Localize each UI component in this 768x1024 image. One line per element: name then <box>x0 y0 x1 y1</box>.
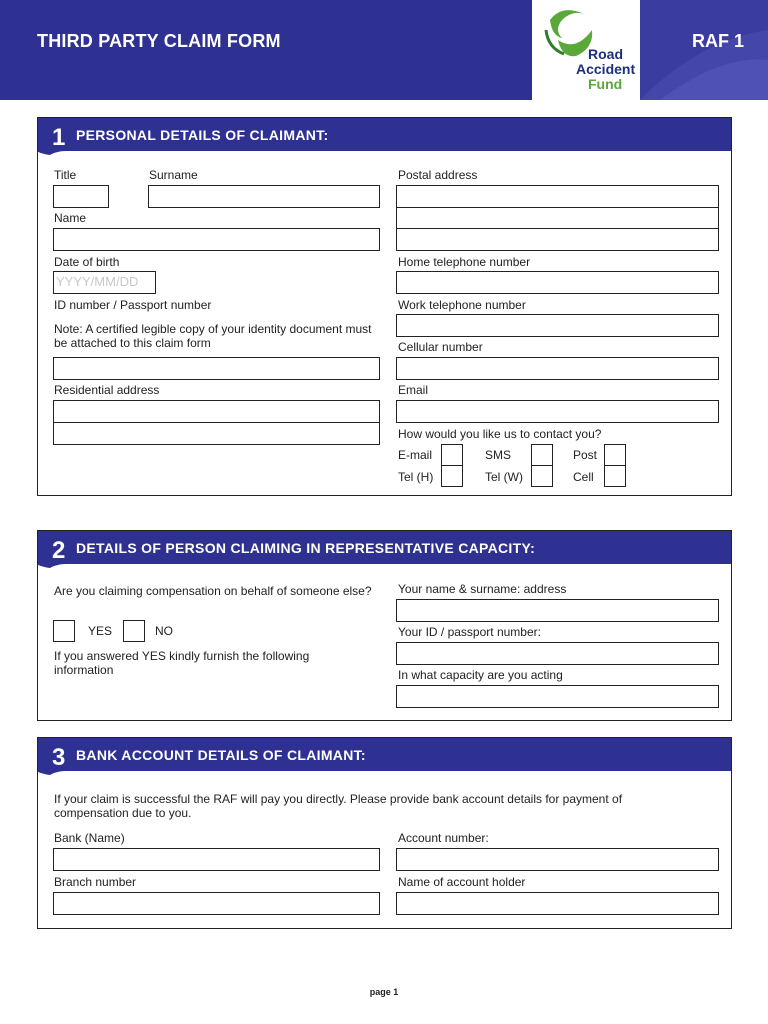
postal-address-line2[interactable] <box>396 207 719 230</box>
contact-post-checkbox[interactable] <box>604 444 626 466</box>
home-tel-field[interactable] <box>396 271 719 294</box>
form-code: RAF 1 <box>691 31 744 51</box>
contact-option-email-label: E-mail <box>398 448 433 462</box>
contact-question: How would you like us to contact you? <box>398 427 602 441</box>
header-bar <box>0 0 768 100</box>
account-holder-field[interactable] <box>396 892 719 915</box>
name-field[interactable] <box>53 228 380 251</box>
email-label: Email <box>398 383 429 397</box>
yes-label: YES <box>88 624 113 638</box>
surname-label: Surname <box>149 168 198 182</box>
logo-wordmark <box>576 46 636 92</box>
dob-field[interactable] <box>53 271 156 294</box>
section-title: PERSONAL DETAILS OF CLAIMANT: <box>76 127 329 143</box>
raf-logo <box>532 0 640 100</box>
home-tel-label: Home telephone number <box>398 255 531 269</box>
contact-option-post-label: Post <box>573 448 598 462</box>
section-personal-details <box>37 117 732 496</box>
form-title: THIRD PARTY CLAIM FORM <box>37 31 281 51</box>
bank-name-label: Bank (Name) <box>54 831 125 845</box>
residential-label: Residential address <box>54 383 160 397</box>
logo-line-fund: Fund <box>588 76 623 92</box>
bank-intro: If your claim is successful the RAF will pay you directly. Please provide bank account details for payment of compensation due to you. <box>54 792 623 820</box>
section-representative <box>37 530 732 721</box>
representative-instruction: If you answered YES kindly furnish the following information <box>54 649 310 677</box>
contact-option-telw-label: Tel (W) <box>485 470 523 484</box>
contact-option-sms-label: SMS <box>485 448 512 462</box>
page-number: page 1 <box>369 987 399 997</box>
section-number: 2 <box>52 537 66 564</box>
title-field[interactable] <box>53 185 109 208</box>
residential-address-line2[interactable] <box>53 422 380 445</box>
postal-label: Postal address <box>398 168 478 182</box>
surname-field[interactable] <box>148 185 380 208</box>
contact-email-checkbox[interactable] <box>441 444 463 466</box>
rep-name-address-label: Your name & surname: address <box>398 582 567 596</box>
bank-name-field[interactable] <box>53 848 380 871</box>
section-title: DETAILS OF PERSON CLAIMING IN REPRESENTATIVE CAPACITY: <box>76 540 536 556</box>
postal-address-line1[interactable] <box>396 185 719 208</box>
representative-question: Are you claiming compensation on behalf of someone else? <box>54 584 372 598</box>
residential-address-line1[interactable] <box>53 400 380 423</box>
rep-name-address-field[interactable] <box>396 599 719 622</box>
section-header-curve-mask <box>38 771 731 793</box>
contact-cell-checkbox[interactable] <box>604 465 626 487</box>
section-title: BANK ACCOUNT DETAILS OF CLAIMANT: <box>76 747 366 763</box>
work-tel-field[interactable] <box>396 314 719 337</box>
dob-placeholder: YYYY/MM/DD <box>56 274 139 289</box>
title-label: Title <box>54 168 77 182</box>
contact-option-telh-label: Tel (H) <box>398 470 434 484</box>
rep-id-field[interactable] <box>396 642 719 665</box>
id-number-field[interactable] <box>53 357 380 380</box>
branch-field[interactable] <box>53 892 380 915</box>
dob-label: Date of birth <box>54 255 120 269</box>
work-tel-label: Work telephone number <box>398 298 526 312</box>
section-header-curve-mask <box>38 564 731 586</box>
contact-telw-checkbox[interactable] <box>531 465 553 487</box>
contact-sms-checkbox[interactable] <box>531 444 553 466</box>
branch-label: Branch number <box>54 875 137 889</box>
rep-capacity-label: In what capacity are you acting <box>398 668 563 682</box>
no-label: NO <box>155 624 173 638</box>
rep-capacity-field[interactable] <box>396 685 719 708</box>
yes-checkbox[interactable] <box>53 620 75 642</box>
name-label: Name <box>54 211 87 225</box>
account-number-label: Account number: <box>398 831 489 845</box>
section-number: 3 <box>52 744 66 771</box>
section-header-curve-mask <box>38 151 731 173</box>
rep-id-label: Your ID / passport number: <box>398 625 541 639</box>
identity-note: Note: A certified legible copy of your identity document must be attached to this claim form <box>54 322 372 350</box>
logo-line-road: Road <box>588 46 623 62</box>
no-checkbox[interactable] <box>123 620 145 642</box>
contact-telh-checkbox[interactable] <box>441 465 463 487</box>
section-number: 1 <box>52 124 66 151</box>
id-label: ID number / Passport number <box>54 298 212 312</box>
section-bank-details <box>37 737 732 929</box>
contact-option-cell-label: Cell <box>573 470 594 484</box>
cell-field[interactable] <box>396 357 719 380</box>
account-holder-label: Name of account holder <box>398 875 526 889</box>
postal-address-line3[interactable] <box>396 228 719 251</box>
account-number-field[interactable] <box>396 848 719 871</box>
cell-label: Cellular number <box>398 340 483 354</box>
email-field[interactable] <box>396 400 719 423</box>
logo-line-accident: Accident <box>576 61 636 77</box>
